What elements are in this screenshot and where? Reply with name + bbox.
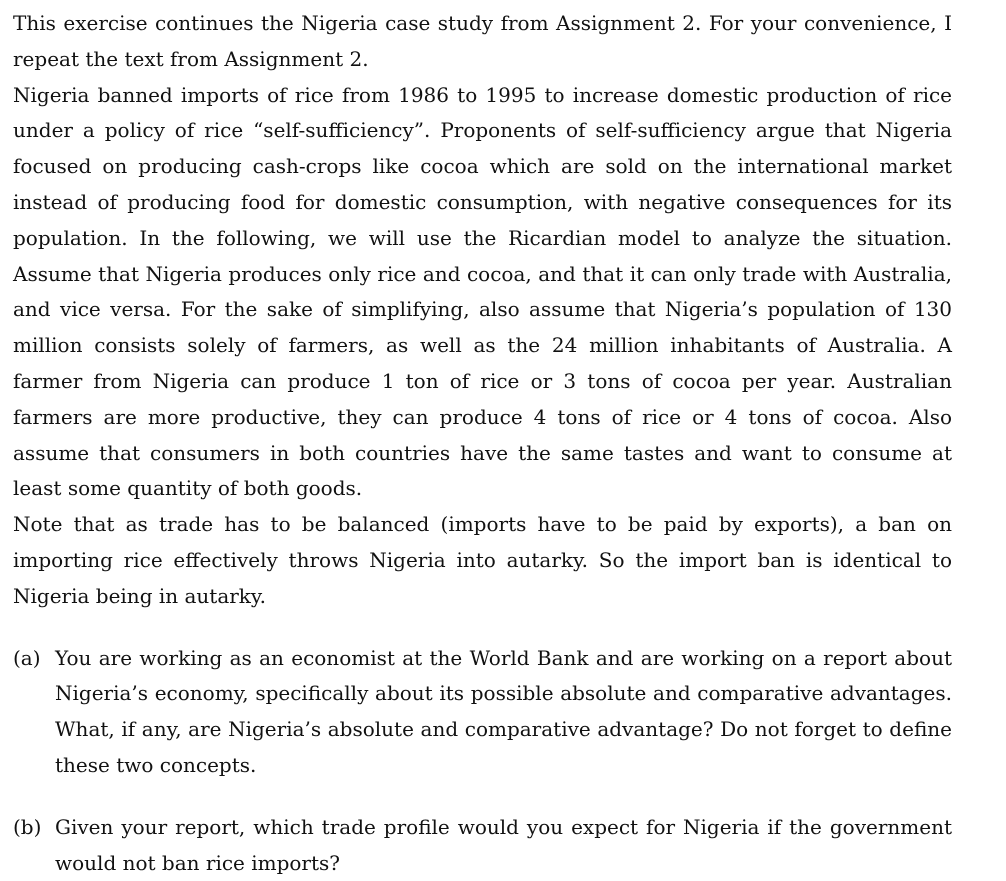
intro-paragraph: This exercise continues the Nigeria case study from Assignment 2. For your convenience, I repeat the text from Assignment 2.: [13, 11, 952, 71]
question-item: [13, 641, 952, 784]
question-item: [13, 810, 952, 881]
question-label: (a): [13, 645, 41, 670]
question-text: You are working as an economist at the World Bank and are working on a report about Nigeria’s economy, specifically about its possible absolute and comparative advantages. What, if any, are Nigeria’s absolute and comparative advantage? Do not forget to define these two concepts.: [55, 645, 952, 777]
question-text: Given your report, which trade profile would you expect for Nigeria if the government would not ban rice imports?: [55, 814, 952, 875]
question-label: (b): [13, 814, 42, 839]
case-study-paragraph: Nigeria banned imports of rice from 1986 to 1995 to increase domestic production of rice under a policy of rice “self-sufficiency”. Proponents of self-sufficiency argue that Nigeria focused on producing cash-crops like cocoa which are sold on the international market instead of producing food for domestic consumption, with negative consequences for its population. In the following, we will use the Ricardian model to analyze the situation. Assume that Nigeria produces only rice and cocoa, and that it can only trade with Australia, and vice versa. For the sake of simplifying, also assume that Nigeria’s population of 130 million consists solely of farmers, as well as the 24 million inhabitants of Australia. A farmer from Nigeria can produce 1 ton of rice or 3 tons of cocoa per year. Australian farmers are more productive, they can produce 4 tons of rice or 4 tons of cocoa. Also assume that consumers in both countries have the same tastes and want to consume at least some quantity of both goods.: [13, 82, 952, 501]
note-paragraph: Note that as trade has to be balanced (imports have to be paid by exports), a ban on importing rice effectively throws Nigeria into autarky. So the import ban is identical to Nigeria being in autarky.: [13, 512, 952, 608]
question-list: [13, 641, 952, 881]
